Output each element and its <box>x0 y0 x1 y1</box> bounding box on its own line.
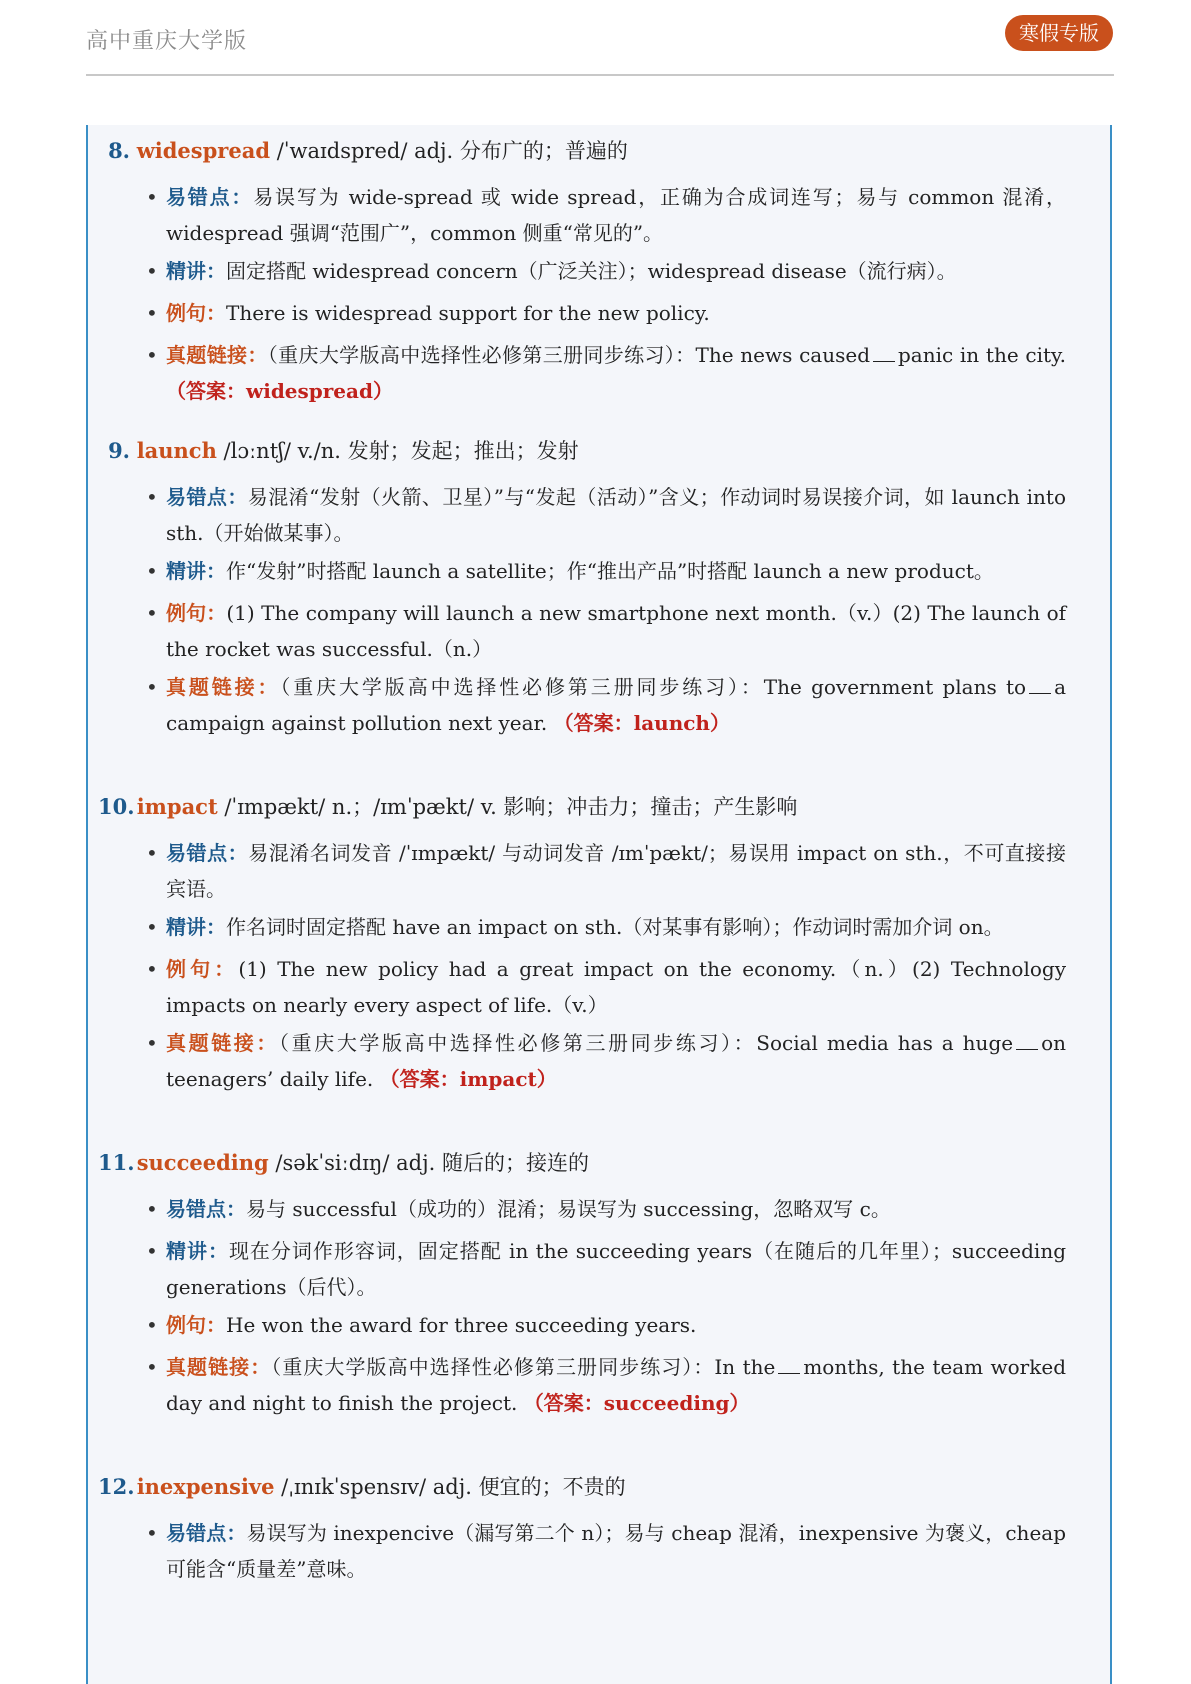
link-label: 真题链接： <box>166 1355 272 1379</box>
example-bullet <box>146 595 1067 667</box>
fill-blank <box>873 347 895 362</box>
answer-text: （答案：impact） <box>379 1067 557 1091</box>
bullet-dot: • <box>146 185 158 209</box>
explain-text: 现在分词作形容词，固定搭配 in the succeeding years（在随后的几年里）；succeeding generations（后代）。 <box>166 1239 1067 1299</box>
link-label: 真题链接： <box>166 343 268 367</box>
fill-blank <box>1016 1035 1038 1050</box>
bullet-dot: • <box>146 1355 158 1379</box>
mistake-text: 易与 successful（成功的）混淆；易误写为 successing，忽略双写 c。 <box>246 1197 891 1221</box>
bullet-dot: • <box>146 259 158 283</box>
bullet-dot: • <box>146 1313 158 1337</box>
link-bullet <box>146 1025 1067 1097</box>
link-text: （重庆大学版高中选择性必修第三册同步练习）：In the <box>271 1355 776 1379</box>
edition-badge: 寒假专版 <box>1005 15 1113 51</box>
link-text: （重庆大学版高中选择性必修第三册同步练习）：Social media has a huge <box>279 1031 1014 1055</box>
example-bullet <box>146 1307 1066 1343</box>
explain-bullet <box>146 1233 1067 1305</box>
mistake-label: 易错点： <box>166 485 248 509</box>
explain-bullet <box>146 909 1066 945</box>
link-text-after: months, the team worked day and night to finish the project. <box>166 1355 1066 1415</box>
bullet-dot: • <box>146 343 158 367</box>
mistake-text: 易混淆名词发音 /ˈɪmpækt/ 与动词发音 /ɪmˈpækt/；易误用 impact on sth.，不可直接接宾语。 <box>166 841 1066 901</box>
link-text: （重庆大学版高中选择性必修第三册同步练习）：The news caused <box>267 343 870 367</box>
vocab-panel <box>86 125 1112 1684</box>
example-label: 例句： <box>166 301 226 325</box>
mistake-bullet <box>146 179 1067 251</box>
link-bullet <box>146 337 1066 409</box>
link-bullet <box>146 669 1066 741</box>
example-text: There is widespread support for the new policy. <box>226 301 710 325</box>
bullet-dot: • <box>146 601 158 625</box>
link-text-after: panic in the city. <box>898 343 1066 367</box>
explain-text: 作名词时固定搭配 have an impact on sth.（对某事有影响）；作动词时需加介词 on。 <box>226 915 1004 939</box>
entry-pronunciation: /səkˈsiːdɪŋ/ adj. 随后的；接连的 <box>268 1151 589 1175</box>
entry-heading <box>108 135 628 165</box>
link-bullet <box>146 1349 1066 1421</box>
entry-word: impact <box>136 794 218 819</box>
entry-number: 10. <box>98 794 135 819</box>
explain-label: 精讲： <box>166 259 226 283</box>
explain-bullet <box>146 253 1066 289</box>
fill-blank <box>1029 679 1051 694</box>
example-text: He won the award for three succeeding years. <box>226 1313 697 1337</box>
mistake-bullet <box>146 1191 1066 1227</box>
bullet-dot: • <box>146 841 158 865</box>
mistake-text: 易误写为 wide-spread 或 wide spread，正确为合成词连写；易与 common 混淆，widespread 强调“范围广”，common 侧重“常见的”。 <box>166 185 1067 245</box>
entry-number: 9. <box>108 438 130 463</box>
entry-heading <box>98 1147 589 1177</box>
link-label: 真题链接： <box>166 1031 280 1055</box>
link-label: 真题链接： <box>166 675 281 699</box>
entry-word: succeeding <box>136 1150 269 1175</box>
mistake-label: 易错点： <box>166 841 249 865</box>
bullet-dot: • <box>146 957 158 981</box>
header-title: 高中重庆大学版 <box>86 29 248 54</box>
answer-text: （答案：widespread） <box>166 379 393 403</box>
entry-pronunciation: /ˈɪmpækt/ n.；/ɪmˈpækt/ v. 影响；冲击力；撞击；产生影响 <box>217 795 798 819</box>
mistake-text: 易混淆“发射（火箭、卫星）”与“发起（活动）”含义；作动词时易误接介词，如 launch into sth.（开始做某事）。 <box>166 485 1067 545</box>
explain-label: 精讲： <box>166 559 226 583</box>
entry-heading <box>108 435 579 465</box>
entry-pronunciation: /ˈwaɪdspred/ adj. 分布广的；普遍的 <box>270 139 628 163</box>
bullet-dot: • <box>146 1031 158 1055</box>
explain-label: 精讲： <box>166 1239 229 1263</box>
answer-text: （答案：launch） <box>553 711 730 735</box>
header-divider <box>86 74 1114 76</box>
example-label: 例句： <box>166 1313 226 1337</box>
mistake-label: 易错点： <box>166 1521 247 1545</box>
bullet-dot: • <box>146 1197 158 1221</box>
bullet-dot: • <box>146 301 158 325</box>
bullet-dot: • <box>146 1521 158 1545</box>
bullet-dot: • <box>146 485 158 509</box>
bullet-dot: • <box>146 915 158 939</box>
bullet-dot: • <box>146 675 158 699</box>
explain-text: 固定搭配 widespread concern（广泛关注）；widespread disease（流行病）。 <box>226 259 957 283</box>
mistake-bullet <box>146 479 1067 551</box>
mistake-label: 易错点： <box>166 1197 246 1221</box>
bullet-dot: • <box>146 1239 158 1263</box>
example-label: 例句： <box>166 601 227 625</box>
explain-text: 作“发射”时搭配 launch a satellite；作“推出产品”时搭配 launch a new product。 <box>226 559 994 583</box>
entry-heading <box>98 791 797 821</box>
link-text-after: on teenagers’ daily life. <box>166 1031 1067 1091</box>
example-bullet <box>146 951 1067 1023</box>
fill-blank <box>778 1359 800 1374</box>
entry-word: widespread <box>136 138 271 163</box>
mistake-label: 易错点： <box>166 185 254 209</box>
explain-bullet <box>146 553 1066 589</box>
entry-pronunciation: /ˌɪnɪkˈspensɪv/ adj. 便宜的；不贵的 <box>274 1475 626 1499</box>
link-text: （重庆大学版高中选择性必修第三册同步练习）：The government plans to <box>280 675 1027 699</box>
entry-heading <box>98 1471 626 1501</box>
entry-word: launch <box>136 438 217 463</box>
entry-number: 8. <box>108 138 130 163</box>
entry-pronunciation: /lɔːntʃ/ v./n. 发射；发起；推出；发射 <box>216 439 579 463</box>
example-text: (1) The new policy had a great impact on the economy.（n.）(2) Technology impacts on nearly every aspect of life.（v.） <box>166 957 1067 1017</box>
entry-number: 11. <box>98 1150 135 1175</box>
link-text-after: a campaign against pollution next year. <box>166 675 1066 735</box>
entry-number: 12. <box>98 1474 135 1499</box>
example-bullet <box>146 295 1066 331</box>
answer-text: （答案：succeeding） <box>523 1391 750 1415</box>
mistake-bullet <box>146 1515 1067 1587</box>
bullet-dot: • <box>146 559 158 583</box>
explain-label: 精讲： <box>166 915 226 939</box>
entry-word: inexpensive <box>136 1474 275 1499</box>
mistake-bullet <box>146 835 1066 907</box>
example-label: 例句： <box>166 957 239 981</box>
example-text: (1) The company will launch a new smartphone next month.（v.）(2) The launch of the rocket was successful.（n.） <box>166 601 1067 661</box>
mistake-text: 易误写为 inexpencive（漏写第二个 n）；易与 cheap 混淆，inexpensive 为褒义，cheap 可能含“质量差”意味。 <box>166 1521 1067 1581</box>
